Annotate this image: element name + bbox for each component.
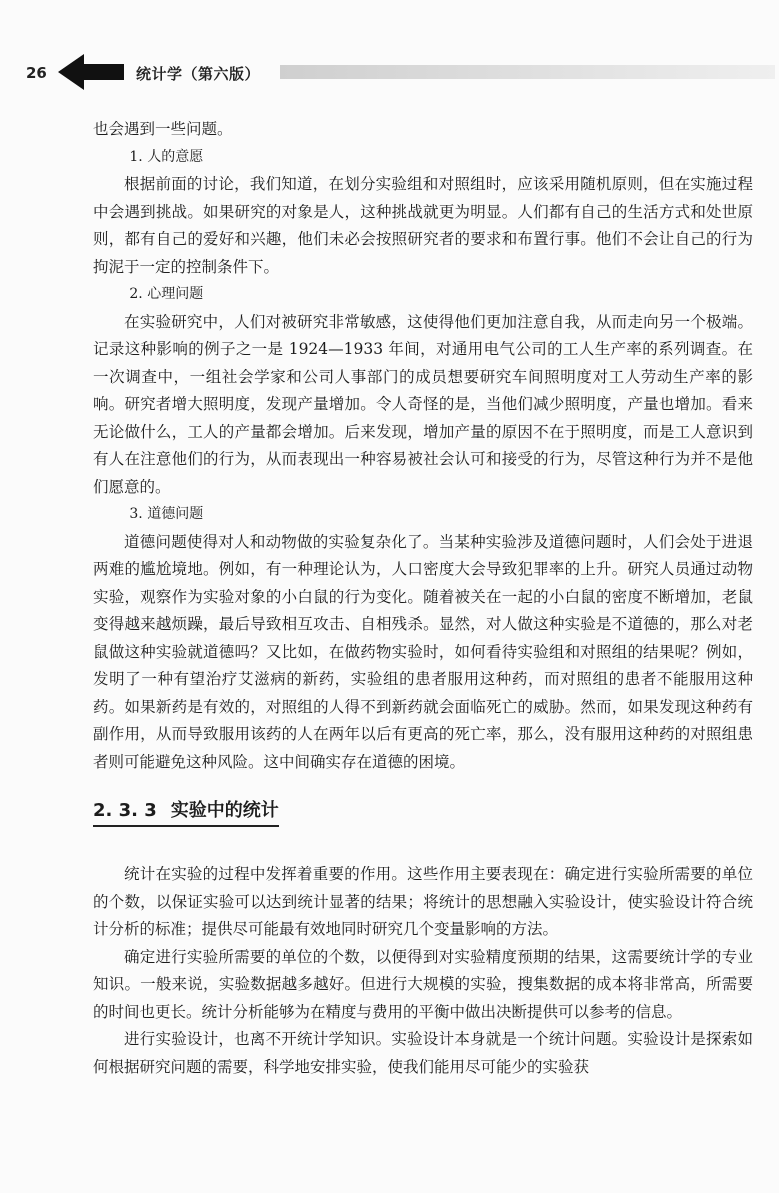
continued-line: 也会遇到一些问题。 (93, 120, 233, 138)
paragraph-1: 根据前面的讨论，我们知道，在划分实验组和对照组时，应该采用随机原则，但在实施过程中会遇到挑战。如果研究的对象是人，这种挑战就更为明显。人们都有自己的生活方式和处世原则，都有自己的爱好和兴趣，他们未必会按照研究者的要求和布置行事。他们不会让自己的行为拘泥于一定的控制条件下。 (93, 175, 753, 276)
subheading-3: 3. 道德问题 (129, 506, 204, 522)
paragraph-6: 进行实验设计，也离不开统计学知识。实验设计本身就是一个统计问题。实验设计是探索如何根据研究问题的需要，科学地安排实验，使我们能用尽可能少的实验获 (93, 1030, 753, 1076)
section-number: 2. 3. 3 (93, 800, 157, 821)
page-body (93, 116, 753, 1081)
running-header (0, 0, 779, 110)
section-title: 实验中的统计 (170, 800, 279, 821)
subheading-1: 1. 人的意愿 (129, 148, 204, 165)
header-decoration-band (280, 65, 775, 79)
subheading-2: 2. 心理问题 (129, 286, 204, 302)
page-number: 26 (26, 64, 47, 82)
section-heading (93, 796, 279, 827)
paragraph-3: 道德问题使得对人和动物做的实验复杂化了。当某种实验涉及道德问题时，人们会处于进退两难的尴尬境地。例如，有一种理论认为，人口密度大会导致犯罪率的上升。研究人员通过动物实验，观察作为实验对象的小白鼠的行为变化。随着被关在一起的小白鼠的密度不断增加，老鼠变得越来越烦躁，最后导致相互攻击、自相残杀。显然，对人做这种实验是不道德的，那么对老鼠做这种实验就道德吗？又比如，在做药物实验时，如何看待实验组和对照组的结果呢？例如，发明了一种有望治疗艾滋病的新药，实验组的患者服用这种药，而对照组的患者不能服用这种药。如果新药是有效的，对照组的人得不到新药就会面临死亡的威胁。然而，如果发现这种药有副作用，从而导致服用该药的人在两年以后有更高的死亡率，那么，没有服用这种药的对照组患者则可能避免这种风险。这中间确实存在道德的困境。 (93, 532, 753, 771)
left-arrow-icon (58, 52, 124, 92)
book-title: 统计学（第六版） (136, 65, 261, 83)
paragraph-5: 确定进行实验所需要的单位的个数，以便得到对实验精度预期的结果，这需要统计学的专业知识。一般来说，实验数据越多越好。但进行大规模的实验，搜集数据的成本将非常高，所需要的时间也更长。统计分析能够为在精度与费用的平衡中做出决断提供可以参考的信息。 (93, 947, 753, 1021)
paragraph-2: 在实验研究中，人们对被研究非常敏感，这使得他们更加注意自我，从而走向另一个极端。记录这种影响的例子之一是 1924—1933 年间，对通用电气公司的工人生产率的系列调查。在一次调查中，一组社会学家和公司人事部门的成员想要研究车间照明度对工人劳动生产率的影响。研究者增大照明度，发现产量增加。令人奇怪的是，当他们减少照明度，产量也增加。看来无论做什么，工人的产量都会增加。后来发现，增加产量的原因不在于照明度，而是工人意识到有人在注意他们的行为，从而表现出一种容易被社会认可和接受的行为，尽管这种行为并不是他们愿意的。 (93, 312, 753, 496)
paragraph-4: 统计在实验的过程中发挥着重要的作用。这些作用主要表现在：确定进行实验所需要的单位的个数，以保证实验可以达到统计显著的结果；将统计的思想融入实验设计，使实验设计符合统计分析的标准；提供尽可能最有效地同时研究几个变量影响的方法。 (93, 865, 753, 938)
